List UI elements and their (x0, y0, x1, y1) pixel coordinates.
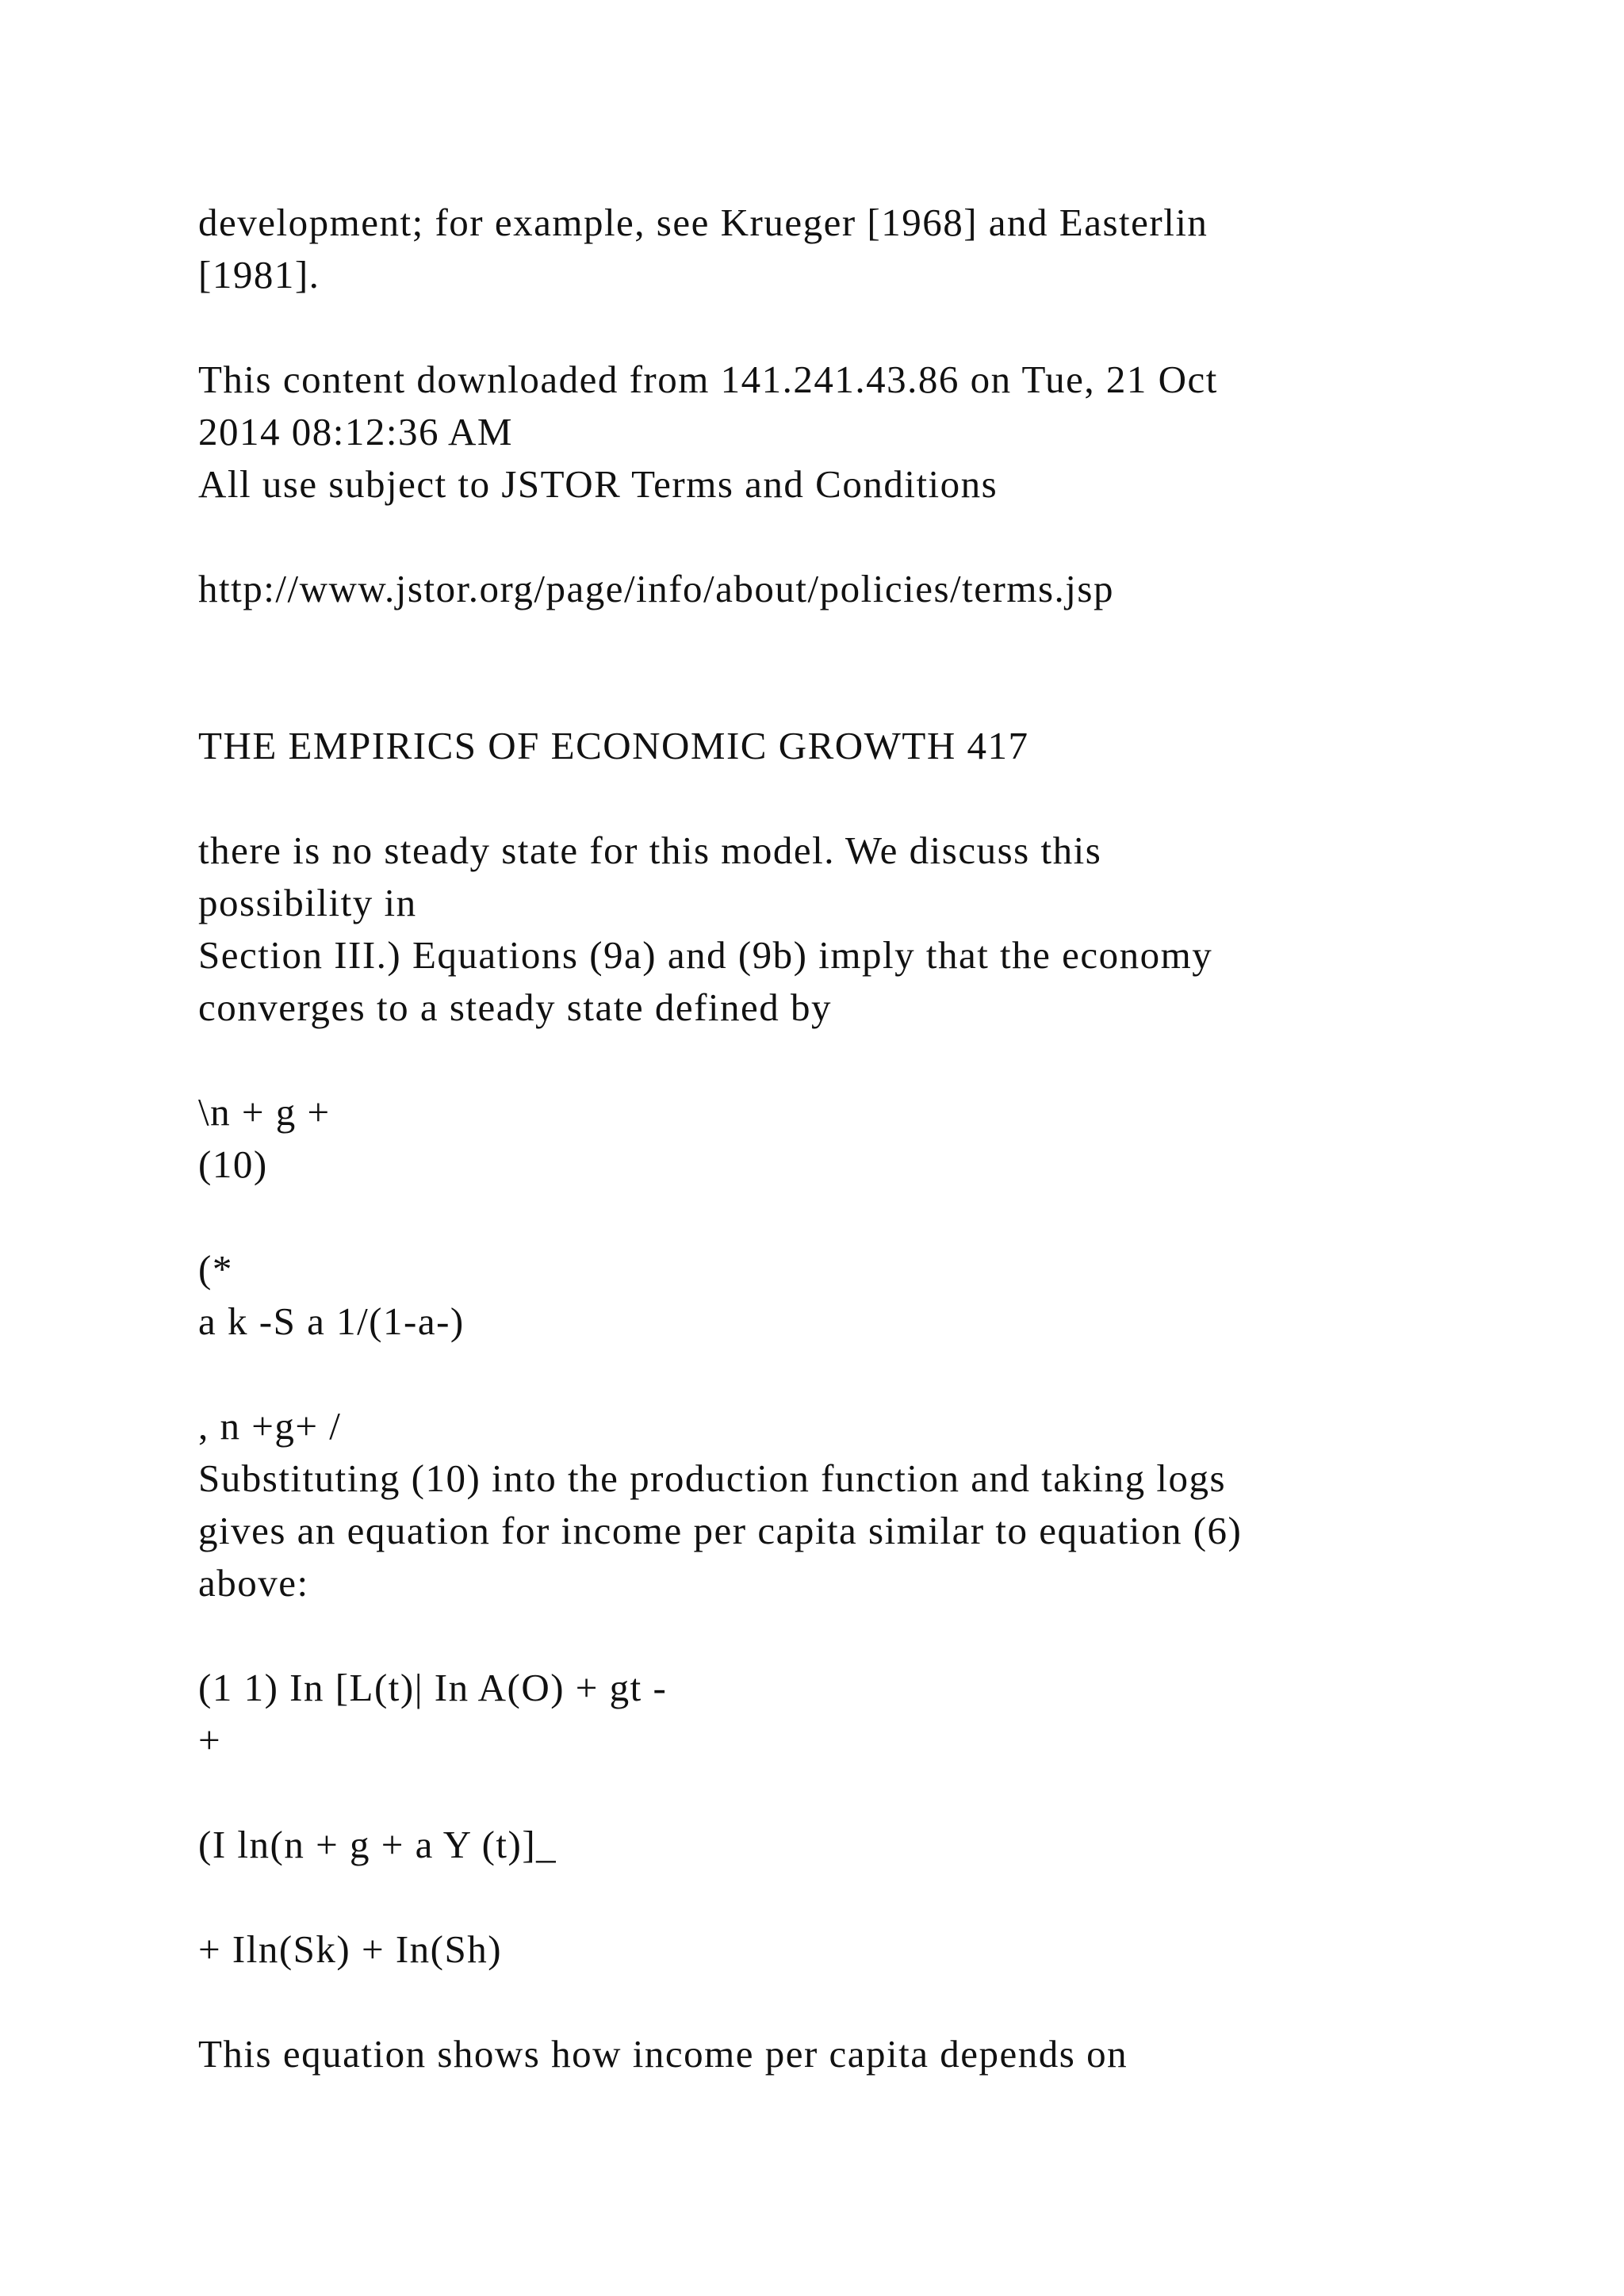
equation-fragment: , n +g+ / (198, 1404, 342, 1448)
text-line: there is no steady state for this model. We discuss this (198, 828, 1102, 872)
terms-notice: All use subject to JSTOR Terms and Conditions (198, 462, 998, 506)
download-notice: 2014 08:12:36 AM (198, 410, 513, 453)
text-line: [1981]. (198, 253, 320, 297)
equation-fragment: (I ln(n + g + a Y (t)]_ (198, 1823, 557, 1866)
text-line: development; for example, see Krueger [1968] and Easterlin (198, 201, 1208, 244)
equation-fragment: a k -S a 1/(1-a-) (198, 1299, 465, 1343)
text-line: converges to a steady state defined by (198, 985, 833, 1029)
text-line: above: (198, 1561, 309, 1605)
equation-fragment: (1 1) In [L(t)| In A(O) + gt - (198, 1666, 668, 1709)
equation-fragment: + Iln(Sk) + In(Sh) (198, 1927, 503, 1971)
equation-fragment: (* (198, 1247, 233, 1291)
download-notice: This content downloaded from 141.241.43.86 on Tue, 21 Oct (198, 358, 1218, 401)
running-header: THE EMPIRICS OF ECONOMIC GROWTH 417 (198, 724, 1029, 767)
text-line: Substituting (10) into the production function and taking logs (198, 1456, 1227, 1500)
equation-number: (10) (198, 1142, 268, 1186)
text-line: This equation shows how income per capita depends on (198, 2032, 1128, 2076)
text-line: Section III.) Equations (9a) and (9b) imply that the economy (198, 933, 1213, 977)
text-line: gives an equation for income per capita similar to equation (6) (198, 1509, 1243, 1552)
text-line: possibility in (198, 881, 417, 924)
terms-url: http://www.jstor.org/page/info/about/policies/terms.jsp (198, 567, 1114, 610)
equation-fragment: + (198, 1718, 222, 1762)
equation-fragment: \n + g + (198, 1090, 331, 1134)
